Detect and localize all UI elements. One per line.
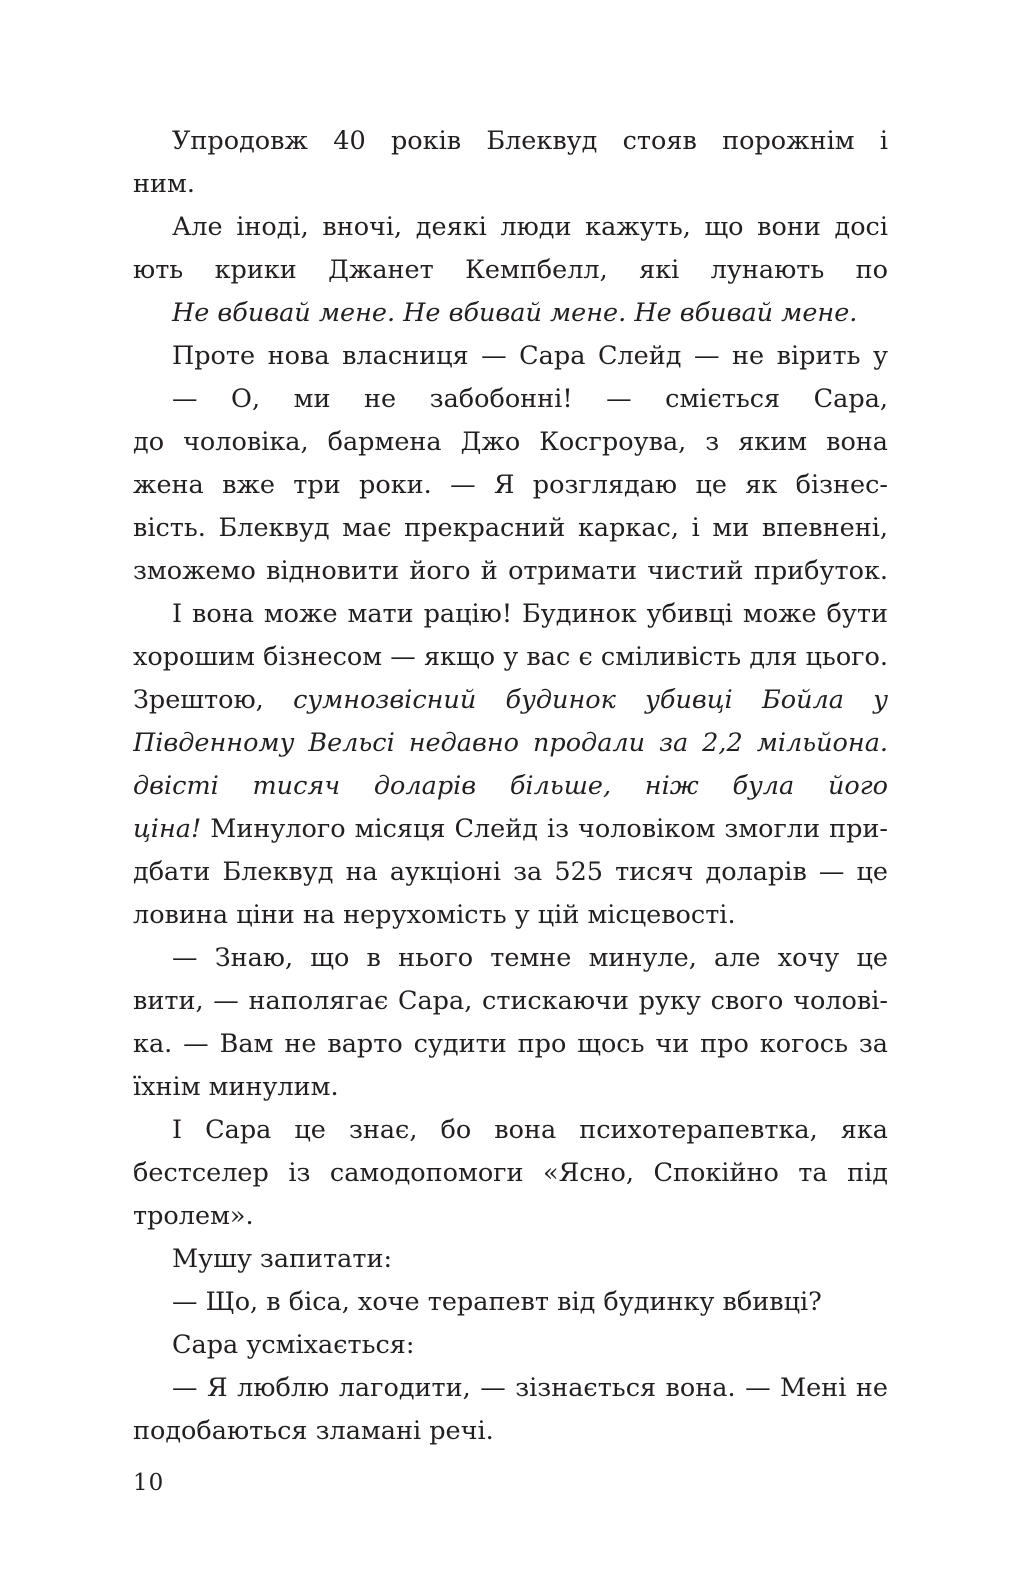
paragraph-line: ним. (133, 169, 195, 199)
italic-line: Не вбивай мене. Не вбивай мене. Не вбивай мене. (172, 298, 858, 328)
body-text (133, 120, 888, 1453)
paragraph-line (133, 808, 888, 851)
page-number: 10 (133, 1470, 165, 1496)
dialogue-line: — Я люблю лагодити, — зізнається вона. — Мені не (172, 1373, 888, 1403)
paragraph-line: Сара усміхається: (172, 1330, 415, 1360)
paragraph-line: Але іноді, вночі, деякі люди кажуть, що вони досі (172, 212, 888, 242)
paragraph-line: вити, — наполягає Сара, стискаючи руку свого чолові- (133, 986, 888, 1016)
paragraph-line: ловина ціни на нерухомість у цій місцевості. (133, 900, 736, 930)
line-text: Зрештою, (133, 685, 264, 715)
italic-text: Південному Вельсі недавно продали за 2,2 мільйона. (133, 728, 888, 758)
paragraph-line (133, 765, 888, 808)
paragraph-line: жена вже три роки. — Я розглядаю це як бізнес- (133, 470, 888, 500)
dialogue-line: — Знаю, що в нього темне минуле, але хочу це (172, 943, 888, 973)
italic-text: сумнозвісний будинок убивці Бойла у (293, 685, 888, 715)
line-text: Минулого місяця Слейд із чоловіком змогли при- (210, 814, 888, 844)
dialogue-line: — Що, в біса, хоче терапевт від будинку вбивці? (172, 1287, 822, 1317)
paragraph-line (133, 722, 888, 765)
paragraph-line: ють крики Джанет Кемпбелл, які лунають по (133, 255, 888, 285)
paragraph-line: Проте нова власниця — Сара Слейд — не вірить у (172, 341, 888, 371)
italic-text: двісті тисяч доларів більше, ніж була його (133, 771, 888, 801)
paragraph-line (133, 679, 888, 722)
paragraph-line: вість. Блеквуд має прекрасний каркас, і ми впевнені, (133, 513, 888, 543)
paragraph-line: Упродовж 40 років Блеквуд стояв порожнім і (172, 126, 888, 156)
paragraph-line: бестселер із самодопомоги «Ясно, Спокійно та під (133, 1158, 888, 1188)
paragraph-line: дбати Блеквуд на аукціоні за 525 тисяч доларів — це (133, 857, 888, 887)
paragraph-line: подобаються зламані речі. (133, 1416, 494, 1446)
paragraph-line: їхнім минулим. (133, 1072, 339, 1102)
paragraph-line: ка. — Вам не варто судити про щось чи про когось за (133, 1029, 888, 1059)
paragraph-line: І Сара це знає, бо вона психотерапевтка, яка (172, 1115, 888, 1145)
paragraph-line: тролем». (133, 1201, 254, 1231)
paragraph-line: хорошим бізнесом — якщо у вас є сміливість для цього. (133, 642, 888, 672)
paragraph-line: Мушу запитати: (172, 1244, 393, 1274)
dialogue-line: — О, ми не забобонні! — сміється Сара, (172, 384, 888, 414)
italic-text: ціна! (133, 814, 202, 844)
paragraph-line: до чоловіка, бармена Джо Косгроува, з яким вона (133, 427, 888, 457)
paragraph-line: І вона може мати рацію! Будинок убивці може бути (172, 599, 888, 629)
paragraph-line: зможемо відновити його й отримати чистий прибуток. (133, 556, 888, 586)
